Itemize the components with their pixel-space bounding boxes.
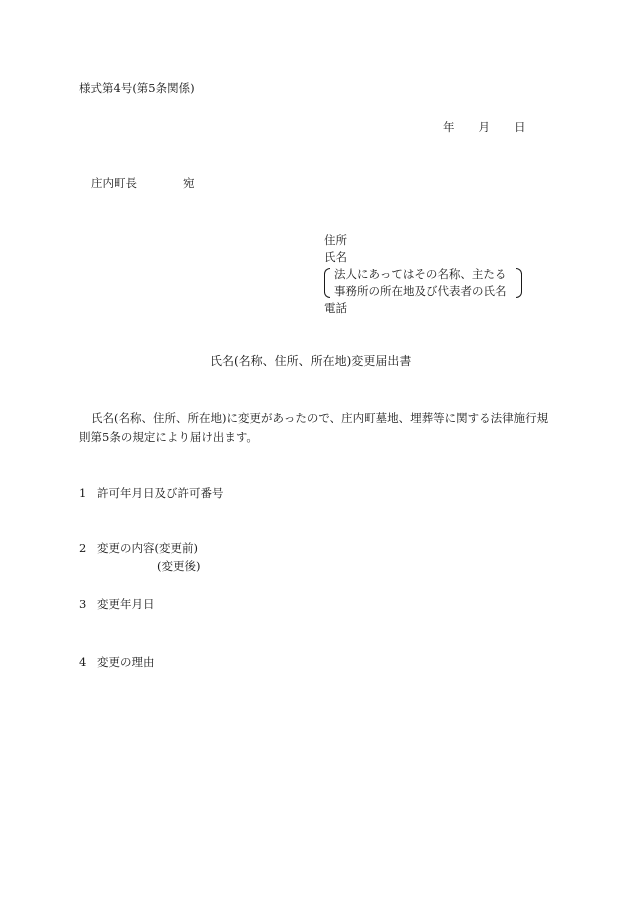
- corporate-note: [324, 266, 507, 300]
- addressee: [91, 176, 195, 190]
- date-line: [443, 120, 526, 134]
- item-label: 変更の内容(変更前): [97, 541, 198, 555]
- month-label: 月: [478, 120, 490, 134]
- document-title: 氏名(名称、住所、所在地)変更届出書: [210, 354, 412, 368]
- item-label: 変更の理由: [97, 655, 155, 669]
- note-line-2: 事務所の所在地及び代表者の氏名: [334, 284, 507, 298]
- item-label: 許可年月日及び許可番号: [97, 486, 224, 500]
- addressee-name: 庄内町長: [91, 176, 137, 190]
- item-number: 2: [79, 541, 87, 555]
- phone-label: 電話: [324, 301, 347, 315]
- year-label: 年: [443, 120, 455, 134]
- note-line-1: 法人にあってはその名称、主たる: [334, 267, 507, 281]
- right-bracket: [516, 268, 522, 298]
- body-paragraph: 氏名(名称、住所、所在地)に変更があったので、庄内町墓地、埋葬等に関する法律施行規則第5条の規定により届け出ます。: [79, 411, 549, 444]
- form-number: 様式第4号(第5条関係): [79, 81, 195, 95]
- item-label: 変更年月日: [97, 597, 155, 611]
- item-number: 4: [79, 655, 87, 669]
- item-2-sub: (変更後): [157, 559, 201, 573]
- applicant-block: [324, 232, 507, 317]
- addressee-honorific: 宛: [183, 176, 195, 190]
- address-label: 住所: [324, 233, 347, 247]
- item-3: [79, 597, 155, 611]
- item-2: [79, 541, 198, 555]
- item-number: 3: [79, 597, 87, 611]
- body-paragraph-wrap: [79, 409, 549, 447]
- name-label: 氏名: [324, 250, 347, 264]
- day-label: 日: [514, 120, 526, 134]
- item-number: 1: [79, 486, 87, 500]
- left-bracket: [324, 268, 330, 298]
- item-1: [79, 486, 224, 500]
- item-4: [79, 655, 155, 669]
